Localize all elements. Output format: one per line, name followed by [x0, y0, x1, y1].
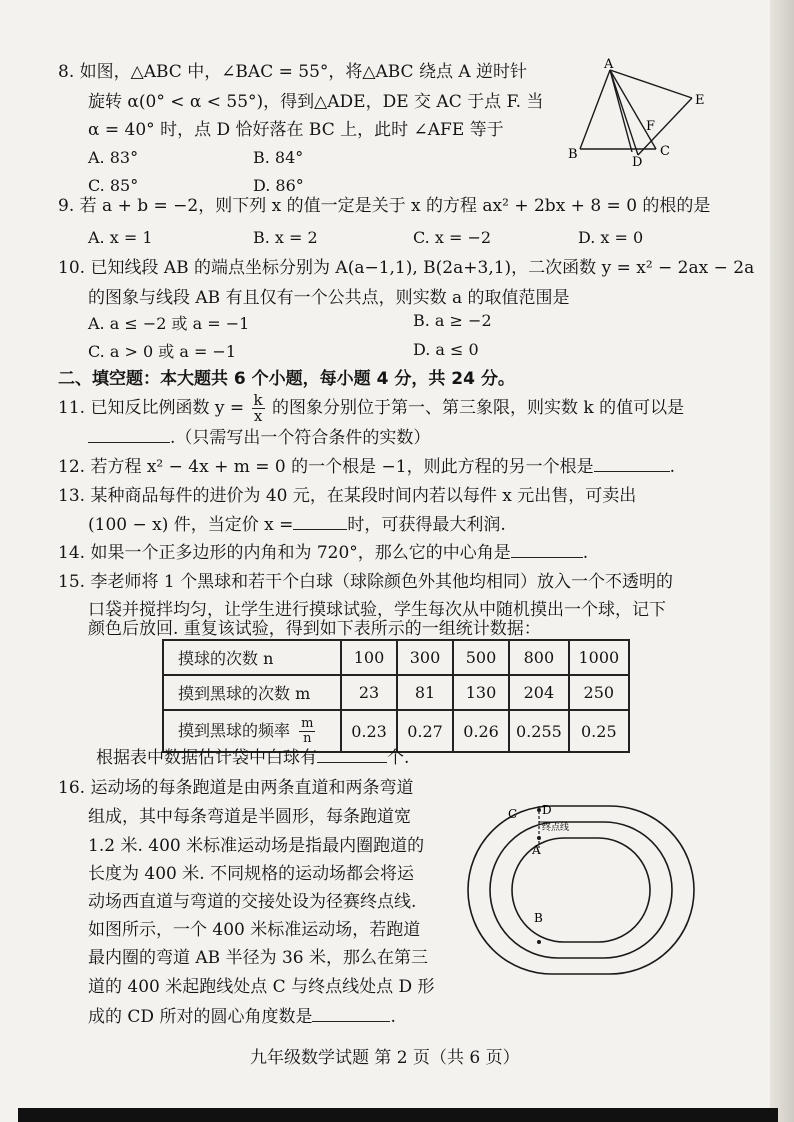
q15-answer-blank[interactable] — [317, 744, 387, 763]
table-cell: 0.26 — [453, 710, 509, 752]
table-cell: 500 — [453, 640, 509, 675]
q8-option-a: A. 83° — [88, 148, 139, 167]
q16-track-figure — [464, 800, 704, 980]
q13-answer-blank[interactable] — [293, 511, 347, 530]
q16-line8: 道的 400 米起跑线处点 C 与终点线处点 D 形 — [88, 977, 435, 997]
q16-line2: 组成，其中每条弯道是半圆形，每条跑道宽 — [88, 807, 411, 827]
q9-text: 9. 若 a + b = −2，则下列 x 的值一定是关于 x 的方程 ax² + 2bx + 8 = 0 的根的是 — [58, 196, 711, 216]
table-cell: 800 — [509, 640, 569, 675]
q15-line2: 口袋并搅拌均匀，让学生进行摸球试验，学生每次从中随机摸出一个球，记下 — [88, 600, 666, 620]
q13-line1: 13. 某种商品每件的进价为 40 元，在某段时间内若以每件 x 元出售，可卖出 — [58, 486, 637, 506]
table-cell: 81 — [397, 675, 453, 710]
q13-line2 — [88, 511, 506, 539]
q13-text-a: (100 − x) 件，当定价 x = — [88, 515, 294, 535]
q8-label-c: C — [660, 144, 670, 159]
table-row — [163, 640, 629, 675]
q9-option-c: C. x = −2 — [413, 228, 492, 247]
table-cell: 1000 — [569, 640, 629, 675]
q8-label-f: F — [646, 119, 656, 134]
q8-line3: α = 40° 时，点 D 恰好落在 BC 上，此时 ∠AFE 等于 — [88, 120, 504, 140]
q9-option-a: A. x = 1 — [88, 228, 153, 247]
q11-line2 — [88, 424, 430, 452]
q10-line2: 的图象与线段 AB 有且仅有一个公共点，则实数 a 的取值范围是 — [88, 288, 570, 308]
q14-text: 14. 如果一个正多边形的内角和为 720°，那么它的中心角是 — [58, 543, 511, 563]
q12-end: . — [669, 457, 676, 477]
q11-text-c: .（只需写出一个符合条件的实数） — [170, 428, 431, 448]
q16-label-d: D — [542, 803, 552, 817]
table-cell: 23 — [341, 675, 397, 710]
table-cell: 0.23 — [341, 710, 397, 752]
q15-tail-b: 个. — [387, 748, 410, 768]
table-cell: 0.27 — [397, 710, 453, 752]
q8-label-b: B — [568, 147, 578, 162]
table-cell: 250 — [569, 675, 629, 710]
q14-answer-blank[interactable] — [511, 539, 583, 558]
q16-line5: 动场西直道与弯道的交接处设为径赛终点线. — [88, 892, 417, 912]
q9-option-b: B. x = 2 — [253, 228, 318, 247]
q8-line2: 旋转 α(0° < α < 55°)，得到△ADE，DE 交 AC 于点 F. 当 — [88, 92, 544, 112]
q15-tail-a: 根据表中数据估计袋中白球有 — [96, 748, 317, 768]
q16-line1: 16. 运动场的每条跑道是由两条直道和两条弯道 — [58, 778, 414, 798]
q15-line1: 15. 李老师将 1 个黑球和若干个白球（球除颜色外其他均相同）放入一个不透明的 — [58, 572, 674, 592]
q12-line — [58, 453, 675, 481]
q9-option-d: D. x = 0 — [578, 228, 644, 247]
q8-label-d: D — [632, 155, 643, 168]
q15-tail — [96, 744, 409, 772]
q10-option-d: D. a ≤ 0 — [413, 340, 479, 359]
page-footer: 九年级数学试题 第 2 页（共 6 页） — [250, 1048, 520, 1068]
q11-fraction — [252, 393, 265, 424]
q16-label-finish: 终点线 — [542, 823, 570, 833]
q11-line1 — [58, 393, 684, 424]
q11-fraction-numerator: k — [253, 391, 263, 409]
q11-fraction-denominator: x — [253, 407, 263, 425]
q10-option-b: B. a ≥ −2 — [413, 311, 492, 330]
q8-line1: 8. 如图，△ABC 中，∠BAC = 55°，将△ABC 绕点 A 逆时针 — [58, 62, 528, 82]
table-cell: 130 — [453, 675, 509, 710]
q8-option-b: B. 84° — [253, 148, 304, 167]
q8-option-d: D. 86° — [253, 176, 304, 195]
q12-answer-blank[interactable] — [594, 453, 670, 472]
q15-freq-numerator: m — [301, 715, 314, 731]
q12-text: 12. 若方程 x² − 4x + m = 0 的一个根是 −1，则此方程的另一个根是 — [58, 457, 594, 477]
scan-bottom-bar — [18, 1108, 778, 1122]
table-cell: 0.255 — [509, 710, 569, 752]
q16-line7: 最内圈的弯道 AB 半径为 36 米，那么在第三 — [88, 948, 429, 968]
q14-line — [58, 539, 588, 567]
q16-line6: 如图所示，一个 400 米标准运动场，若跑道 — [88, 920, 421, 940]
q16-line9 — [88, 1003, 396, 1031]
q16-label-b: B — [534, 911, 543, 925]
q8-triangle-figure — [560, 56, 730, 168]
q16-line3: 1.2 米. 400 米标准运动场是指最内圈跑道的 — [88, 836, 425, 856]
q15-stat-table — [162, 639, 630, 753]
q16-last-b: . — [390, 1007, 396, 1027]
q15-freq-label: 摸到黑球的频率 — [178, 720, 291, 740]
q16-last-a: 成的 CD 所对的圆心角度数是 — [88, 1007, 313, 1027]
q16-label-a: A — [532, 843, 541, 857]
table-row — [163, 675, 629, 710]
q15-line3: 颜色后放回. 重复该试验，得到如下表所示的一组统计数据： — [88, 619, 541, 639]
q16-answer-blank[interactable] — [312, 1003, 390, 1022]
q13-text-b: 时，可获得最大利润. — [347, 515, 506, 535]
section-heading-fill-in: 二、填空题：本大题共 6 个小题，每小题 4 分，共 24 分。 — [58, 369, 515, 389]
table-cell: 204 — [509, 675, 569, 710]
table-header-cell: 摸到黑球的次数 m — [163, 675, 341, 710]
q10-line1: 10. 已知线段 AB 的端点坐标分别为 A(a−1,1), B(2a+3,1)，二次函数 y = x² − 2ax − 2a — [58, 258, 755, 278]
table-cell: 0.25 — [569, 710, 629, 752]
q8-label-a: A — [604, 57, 614, 72]
q8-label-e: E — [695, 93, 705, 108]
q16-line4: 长度为 400 米. 不同规格的运动场都会将运 — [88, 864, 415, 884]
q15-freq-fraction — [299, 717, 315, 746]
q11-text-a: 11. 已知反比例函数 y = — [58, 398, 245, 418]
q15-freq-denominator: n — [303, 730, 312, 746]
table-header-cell: 摸球的次数 n — [163, 640, 341, 675]
q8-option-c: C. 85° — [88, 176, 139, 195]
table-cell: 300 — [397, 640, 453, 675]
q14-end: . — [582, 543, 589, 563]
q10-option-c: C. a > 0 或 a = −1 — [88, 342, 237, 361]
table-cell: 100 — [341, 640, 397, 675]
scan-edge-shadow — [770, 0, 794, 1122]
q16-label-c: C — [508, 807, 518, 821]
q11-text-b: 的图象分别位于第一、第三象限，则实数 k 的值可以是 — [272, 398, 685, 418]
q10-option-a: A. a ≤ −2 或 a = −1 — [88, 314, 250, 333]
q11-answer-blank[interactable] — [88, 424, 170, 443]
